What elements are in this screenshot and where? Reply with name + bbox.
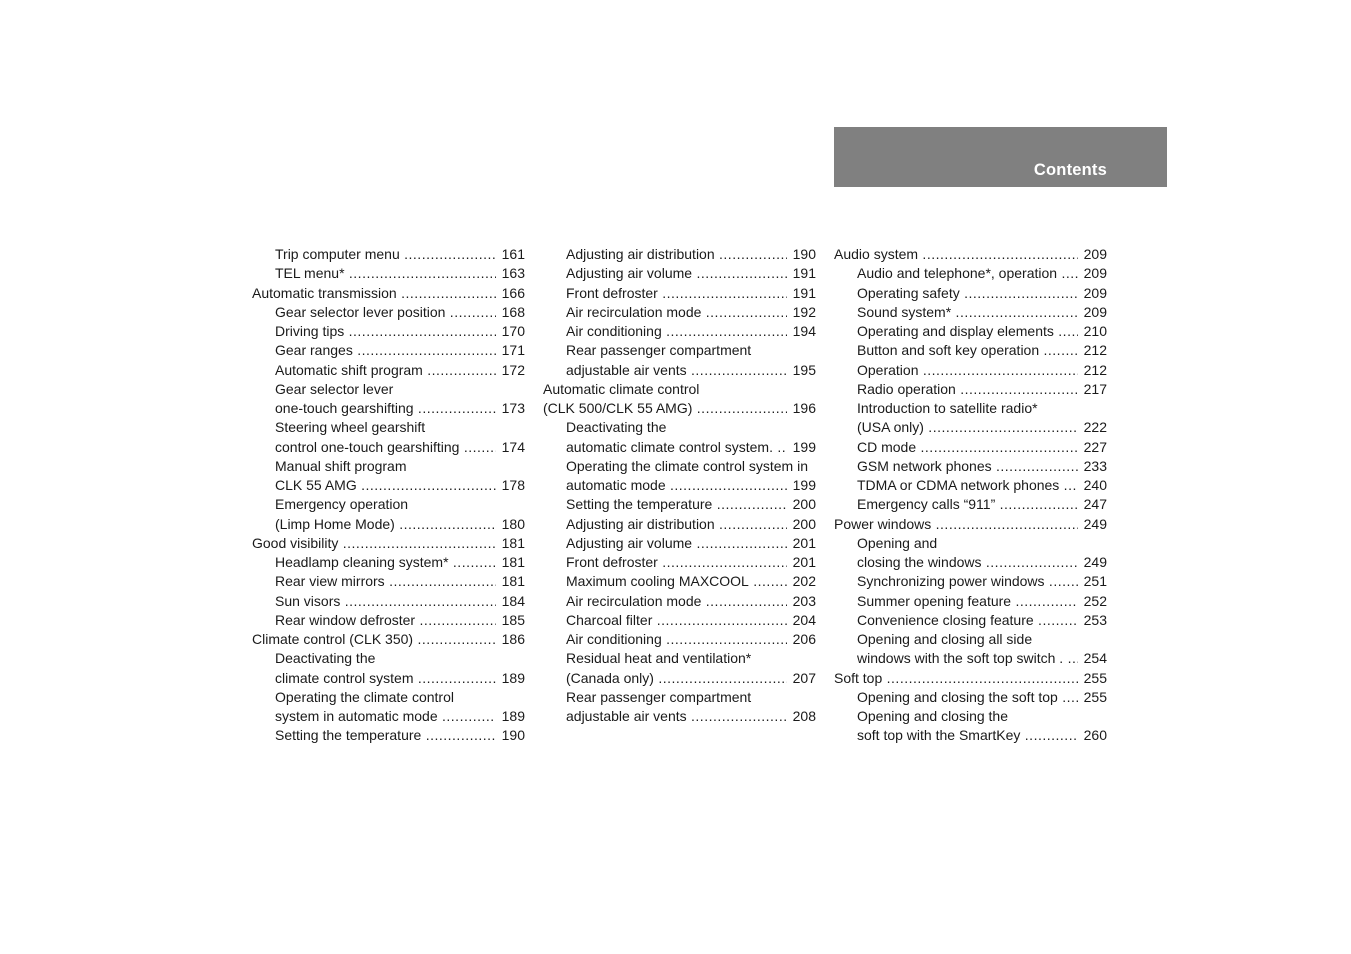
toc-entry: [834, 611, 1107, 630]
toc-entry-page-number: 209: [1078, 284, 1107, 303]
toc-entry-title: Emergency operation: [275, 496, 409, 513]
toc-entry: [252, 341, 525, 360]
toc-entry: [834, 322, 1107, 341]
toc-entry: [543, 418, 816, 437]
toc-entry-title: Audio system .....: [834, 246, 1107, 262]
toc-entry: [834, 303, 1107, 322]
toc-entry-page-number: 191: [787, 264, 816, 283]
toc-entry-page-number: 202: [787, 572, 816, 591]
toc-entry-title: Button and soft key operation .....: [857, 342, 1107, 358]
toc-entry-page-number: 163: [496, 264, 525, 283]
toc-entry-title: CLK 55 AMG .....: [275, 477, 525, 493]
toc-entry: [543, 611, 816, 630]
toc-entry-title: Synchronizing power windows .....: [857, 573, 1107, 589]
toc-entry-title: Trip computer menu .....: [275, 246, 525, 262]
toc-entry: [834, 361, 1107, 380]
toc-entry-page-number: 254: [1078, 649, 1107, 668]
toc-entry-title: Deactivating the: [275, 650, 376, 667]
toc-entry-page-number: 212: [1078, 341, 1107, 360]
toc-entry-title: Soft top .....: [834, 670, 1107, 686]
toc-entry-title: GSM network phones .....: [857, 458, 1107, 474]
toc-entry-page-number: 209: [1078, 245, 1107, 264]
toc-entry-page-number: 201: [787, 553, 816, 572]
toc-entry-title: one-touch gearshifting .....: [275, 400, 525, 416]
toc-entry-title: Automatic climate control: [543, 380, 700, 397]
toc-entry: [252, 572, 525, 591]
toc-entry-title: Adjusting air volume .....: [566, 265, 816, 281]
toc-entry-page-number: 201: [787, 534, 816, 553]
toc-entry-page-number: 161: [496, 245, 525, 264]
toc-entry: [543, 495, 816, 514]
toc-entry: [252, 534, 525, 553]
toc-entry-page-number: 189: [496, 669, 525, 688]
toc-entry-title: Setting the temperature .....: [566, 496, 816, 512]
toc-entry: [543, 380, 816, 399]
toc-entry-page-number: 191: [787, 284, 816, 303]
toc-entry: [834, 245, 1107, 264]
toc-entry-page-number: 252: [1078, 592, 1107, 611]
toc-entry: [252, 592, 525, 611]
toc-entry-page-number: 199: [787, 476, 816, 495]
toc-entry: [252, 669, 525, 688]
toc-entry-title: Rear view mirrors .....: [275, 573, 525, 589]
toc-entry: [252, 380, 525, 399]
toc-entry-title: Climate control (CLK 350) .....: [252, 631, 525, 647]
toc-entry-page-number: 194: [787, 322, 816, 341]
toc-entry-page-number: 253: [1078, 611, 1107, 630]
toc-entry-page-number: 204: [787, 611, 816, 630]
toc-entry-title: Automatic transmission .....: [252, 285, 525, 301]
toc-entry-page-number: 200: [787, 495, 816, 514]
toc-entry: [252, 438, 525, 457]
toc-entry-page-number: 217: [1078, 380, 1107, 399]
toc-entry-page-number: 181: [496, 534, 525, 553]
toc-entry: [834, 726, 1107, 745]
toc-entry: [252, 649, 525, 668]
toc-entry-title: Maximum cooling MAXCOOL .....: [566, 573, 816, 589]
toc-entry-page-number: 255: [1078, 669, 1107, 688]
toc-entry-page-number: 174: [496, 438, 525, 457]
toc-entry: [543, 284, 816, 303]
toc-entry-title: Opening and: [857, 534, 938, 551]
toc-entry-page-number: 181: [496, 553, 525, 572]
toc-column-3: [834, 245, 1107, 746]
toc-entry-title: Driving tips .....: [275, 323, 525, 339]
toc-entry-page-number: 181: [496, 572, 525, 591]
toc-entry-page-number: 200: [787, 515, 816, 534]
toc-entry-page-number: 207: [787, 669, 816, 688]
toc-entry: [252, 284, 525, 303]
toc-entry-title: Adjusting air distribution .....: [566, 246, 816, 262]
toc-entry-title: Headlamp cleaning system* .....: [275, 554, 525, 570]
toc-entry-title: Air recirculation mode .....: [566, 593, 816, 609]
toc-entry: [252, 630, 525, 649]
toc-entry-title: Operating the climate control system in: [566, 457, 808, 474]
toc-entry-page-number: 171: [496, 341, 525, 360]
toc-entry-title: TEL menu* .....: [275, 265, 525, 281]
toc-entry-title: Operating and display elements .....: [857, 323, 1107, 339]
toc-entry-title: Air conditioning .....: [566, 631, 816, 647]
toc-entry-title: Convenience closing feature .....: [857, 612, 1107, 628]
toc-entry-title: Rear window defroster .....: [275, 612, 525, 628]
toc-entry: [834, 438, 1107, 457]
toc-entry-page-number: 178: [496, 476, 525, 495]
toc-entry-title: (Limp Home Mode) .....: [275, 516, 525, 532]
toc-entry-page-number: 166: [496, 284, 525, 303]
toc-entry: [252, 515, 525, 534]
toc-entry-title: Rear passenger compartment: [566, 342, 752, 359]
toc-entry-page-number: 170: [496, 322, 525, 341]
toc-entry-title: Front defroster .....: [566, 554, 816, 570]
toc-entry: [543, 572, 816, 591]
toc-entry-title: system in automatic mode .....: [275, 708, 525, 724]
toc-entry-title: Operating safety .....: [857, 285, 1107, 301]
toc-entry-page-number: 210: [1078, 322, 1107, 341]
toc-entry-title: adjustable air vents .....: [566, 362, 816, 378]
toc-entry-title: adjustable air vents .....: [566, 708, 816, 724]
toc-entry-title: Gear selector lever position .....: [275, 304, 525, 320]
toc-entry-page-number: 233: [1078, 457, 1107, 476]
toc-entry-title: Sound system* .....: [857, 304, 1107, 320]
toc-entry-title: Opening and closing the soft top .....: [857, 689, 1107, 705]
toc-entry: [834, 264, 1107, 283]
toc-entry-title: Adjusting air volume .....: [566, 535, 816, 551]
toc-entry-title: Operation .....: [857, 362, 1107, 378]
toc-entry-title: Summer opening feature .....: [857, 593, 1107, 609]
toc-entry-page-number: 196: [787, 399, 816, 418]
toc-entry-page-number: 212: [1078, 361, 1107, 380]
contents-header-bar: [834, 127, 1167, 187]
toc-entry-title: Automatic shift program .....: [275, 362, 525, 378]
toc-entry-page-number: 249: [1078, 515, 1107, 534]
toc-entry: [543, 476, 816, 495]
toc-entry-page-number: 260: [1078, 726, 1107, 745]
toc-entry-title: Steering wheel gearshift: [275, 419, 426, 436]
toc-entry-title: Adjusting air distribution .....: [566, 516, 816, 532]
toc-entry-page-number: 251: [1078, 572, 1107, 591]
toc-entry: [543, 592, 816, 611]
toc-entry: [543, 341, 816, 360]
toc-entry-title: Air conditioning .....: [566, 323, 816, 339]
toc-entry: [834, 380, 1107, 399]
toc-entry: [252, 688, 525, 707]
toc-entry: [543, 707, 816, 726]
toc-entry: [543, 245, 816, 264]
toc-entry-title: Manual shift program: [275, 457, 407, 474]
toc-entry: [543, 361, 816, 380]
toc-entry-page-number: 199: [787, 438, 816, 457]
toc-entry-title: Opening and closing all side: [857, 631, 1033, 647]
toc-column-1: [252, 245, 525, 746]
toc-entry-page-number: 227: [1078, 438, 1107, 457]
toc-entry: [834, 418, 1107, 437]
toc-entry: [834, 476, 1107, 495]
toc-entry-page-number: 168: [496, 303, 525, 322]
toc-entry: [834, 630, 1107, 649]
toc-entry-title: Gear ranges .....: [275, 342, 525, 358]
toc-entry: [252, 553, 525, 572]
toc-entry: [252, 264, 525, 283]
toc-entry: [252, 303, 525, 322]
toc-entry-title: (USA only) .....: [857, 419, 1107, 435]
toc-entry-title: CD mode .....: [857, 439, 1107, 455]
toc-entry-page-number: 206: [787, 630, 816, 649]
toc-entry-title: Emergency calls “911” .....: [857, 496, 1107, 512]
toc-entry-title: Introduction to satellite radio*: [857, 400, 1038, 416]
toc-column-2: [543, 245, 816, 726]
toc-entry-page-number: 240: [1078, 476, 1107, 495]
toc-entry-title: Operating the climate control: [275, 688, 454, 705]
toc-entry-title: Charcoal filter .....: [566, 612, 816, 628]
toc-entry-page-number: 208: [787, 707, 816, 726]
toc-entry-title: Rear passenger compartment: [566, 688, 752, 705]
toc-entry: [834, 341, 1107, 360]
toc-entry-title: Deactivating the: [566, 419, 667, 436]
toc-entry: [543, 457, 816, 476]
toc-entry: [252, 495, 525, 514]
toc-entry-page-number: 180: [496, 515, 525, 534]
toc-entry: [834, 688, 1107, 707]
toc-entry-title: Setting the temperature .....: [275, 727, 525, 743]
toc-entry-title: automatic climate control system. .....: [566, 439, 816, 455]
page-title: Contents: [1033, 161, 1107, 179]
toc-entry: [252, 457, 525, 476]
toc-entry-page-number: 209: [1078, 303, 1107, 322]
toc-entry: [834, 457, 1107, 476]
toc-entry: [543, 688, 816, 707]
toc-entry-title: Air recirculation mode .....: [566, 304, 816, 320]
toc-entry-title: soft top with the SmartKey .....: [857, 727, 1107, 743]
toc-entry: [543, 264, 816, 283]
toc-entry: [252, 476, 525, 495]
toc-entry-page-number: 249: [1078, 553, 1107, 572]
toc-entry-page-number: 189: [496, 707, 525, 726]
toc-entry: [252, 726, 525, 745]
toc-entry-title: automatic mode .....: [566, 477, 816, 493]
toc-entry: [834, 534, 1107, 553]
toc-entry: [834, 284, 1107, 303]
toc-entry: [543, 649, 816, 668]
toc-entry-title: (CLK 500/CLK 55 AMG) .....: [543, 400, 816, 416]
toc-entry: [543, 515, 816, 534]
toc-entry-page-number: 190: [787, 245, 816, 264]
toc-entry: [834, 649, 1107, 668]
toc-entry: [252, 399, 525, 418]
toc-entry: [834, 515, 1107, 534]
toc-entry: [543, 669, 816, 688]
toc-entry: [252, 418, 525, 437]
toc-entry-title: Radio operation .....: [857, 381, 1107, 397]
toc-entry-title: Opening and closing the: [857, 708, 1008, 724]
toc-entry-title: Audio and telephone*, operation .....: [857, 265, 1107, 281]
toc-entry-title: Front defroster .....: [566, 285, 816, 301]
toc-entry: [543, 322, 816, 341]
toc-entry-title: Power windows .....: [834, 516, 1107, 532]
toc-entry-page-number: 222: [1078, 418, 1107, 437]
toc-entry-title: closing the windows .....: [857, 554, 1107, 570]
toc-entry-title: Gear selector lever: [275, 380, 394, 397]
toc-entry-title: control one-touch gearshifting .....: [275, 439, 525, 455]
toc-entry: [834, 553, 1107, 572]
toc-entry: [543, 553, 816, 572]
toc-entry: [834, 572, 1107, 591]
toc-entry: [834, 707, 1107, 726]
toc-entry-page-number: 172: [496, 361, 525, 380]
toc-entry: [834, 669, 1107, 688]
toc-entry: [834, 592, 1107, 611]
toc-entry: [834, 495, 1107, 514]
toc-entry-title: (Canada only) .....: [566, 670, 816, 686]
toc-entry-title: climate control system .....: [275, 670, 525, 686]
toc-entry-page-number: 173: [496, 399, 525, 418]
toc-entry: [543, 399, 816, 418]
toc-entry-title: Good visibility .....: [252, 535, 525, 551]
toc-entry-title: TDMA or CDMA network phones .....: [857, 477, 1107, 493]
toc-entry-page-number: 186: [496, 630, 525, 649]
toc-entry-page-number: 185: [496, 611, 525, 630]
toc-entry-title: windows with the soft top switch . .....: [857, 650, 1107, 666]
toc-entry: [543, 438, 816, 457]
toc-entry: [543, 630, 816, 649]
toc-entry-page-number: 203: [787, 592, 816, 611]
toc-entry-page-number: 209: [1078, 264, 1107, 283]
toc-entry-page-number: 190: [496, 726, 525, 745]
toc-entry: [543, 303, 816, 322]
toc-entry-page-number: 195: [787, 361, 816, 380]
toc-entry-page-number: 255: [1078, 688, 1107, 707]
toc-entry: [834, 399, 1107, 418]
toc-entry: [252, 611, 525, 630]
toc-entry-page-number: 247: [1078, 495, 1107, 514]
toc-entry: [543, 534, 816, 553]
toc-entry-page-number: 184: [496, 592, 525, 611]
toc-entry-page-number: 192: [787, 303, 816, 322]
toc-entry: [252, 245, 525, 264]
toc-entry: [252, 361, 525, 380]
toc-entry: [252, 707, 525, 726]
toc-entry-title: Residual heat and ventilation*: [566, 650, 752, 667]
toc-entry: [252, 322, 525, 341]
toc-entry-title: Sun visors .....: [275, 593, 525, 609]
